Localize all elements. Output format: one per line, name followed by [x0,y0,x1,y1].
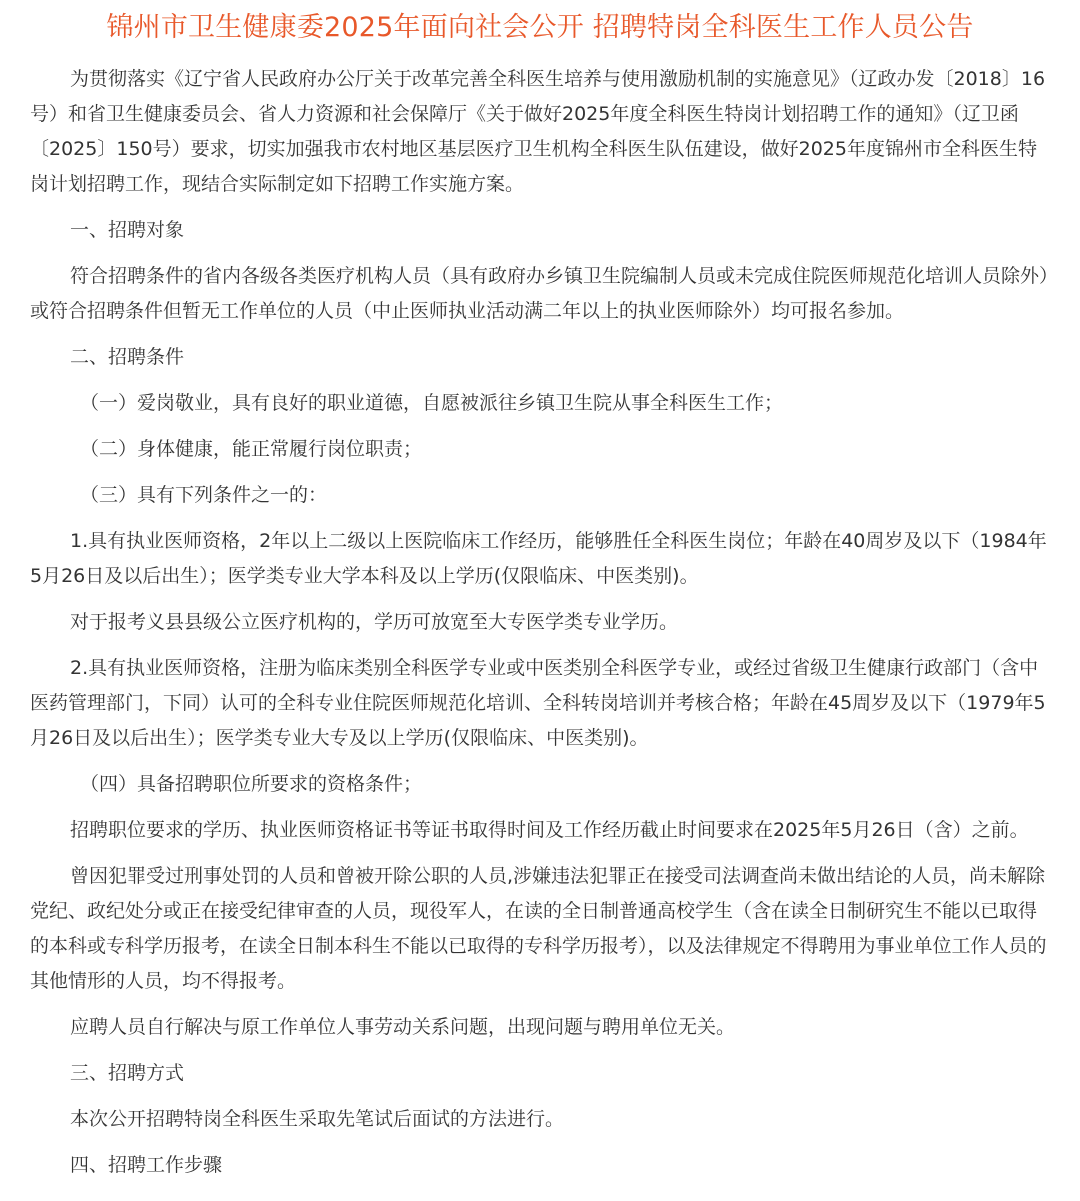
announcement-body [30,62,1050,1183]
condition-4: （四）具备招聘职位所要求的资格条件； [80,773,423,795]
section-heading-recruitment-target: 一、招聘对象 [70,219,185,241]
condition-3-item-1: 1.具有执业医师资格，2年以上二级以上医院临床工作经历，能够胜任全科医生岗位；年龄在40周岁及以下（1984年5月26日及以后出生）；医学类专业大学本科及以上学历(仅限临床、中医类别)。 [30,530,1047,587]
condition-1: （一）爱岗敬业，具有良好的职业道德，自愿被派往乡镇卫生院从事全科医生工作； [80,392,784,414]
condition-3-item-2: 2.具有执业医师资格，注册为临床类别全科医学专业或中医类别全科医学专业，或经过省级卫生健康行政部门（含中医药管理部门，下同）认可的全科专业住院医师规范化培训、全科转岗培训并考核合格；年龄在45周岁及以下（1979年5月26日及以后出生）；医学类专业大专及以上学历(仅限临床、中医类别)。 [30,657,1046,749]
section-heading-recruitment-conditions: 二、招聘条件 [70,346,185,368]
condition-3-item-1-note: 对于报考义县县级公立医疗机构的，学历可放宽至大专医学类专业学历。 [70,611,679,633]
condition-2: （二）身体健康，能正常履行岗位职责； [80,438,423,460]
section-heading-recruitment-method: 三、招聘方式 [70,1062,185,1084]
page-title: 锦州市卫生健康委2025年面向社会公开 招聘特岗全科医生工作人员公告 [106,12,974,43]
deadline-paragraph: 招聘职位要求的学历、执业医师资格证书等证书取得时间及工作经历截止时间要求在2025年5月26日（含）之前。 [70,819,1029,841]
recruitment-method-paragraph: 本次公开招聘特岗全科医生采取先笔试后面试的方法进行。 [70,1108,565,1130]
recruitment-target-paragraph: 符合招聘条件的省内各级各类医疗机构人员（具有政府办乡镇卫生院编制人员或未完成住院医师规范化培训人员除外）或符合招聘条件但暂无工作单位的人员（中止医师执业活动满二年以上的执业医师除外）均可报名参加。 [30,265,1049,322]
intro-paragraph: 为贯彻落实《辽宁省人民政府办公厅关于改革完善全科医生培养与使用激励机制的实施意见》（辽政办发〔2018〕16号）和省卫生健康委员会、省人力资源和社会保障厅《关于做好2025年度全科医生特岗计划招聘工作的通知》（辽卫函〔2025〕150号）要求，切实加强我市农村地区基层医疗卫生机构全科医生队伍建设，做好2025年度锦州市全科医生特岗计划招聘工作，现结合实际制定如下招聘工作实施方案。 [30,68,1046,195]
condition-3: （三）具有下列条件之一的： [80,484,328,506]
labor-relations-paragraph: 应聘人员自行解决与原工作单位人事劳动关系问题，出现问题与聘用单位无关。 [70,1016,736,1038]
exclusions-paragraph: 曾因犯罪受过刑事处罚的人员和曾被开除公职的人员,涉嫌违法犯罪正在接受司法调查尚未做出结论的人员，尚未解除党纪、政纪处分或正在接受纪律审查的人员，现役军人，在读的全日制普通高校学生（含在读全日制研究生不能以已取得的本科或专科学历报考，在读全日制本科生不能以已取得的专科学历报考），以及法律规定不得聘用为事业单位工作人员的其他情形的人员，均不得报考。 [30,865,1047,992]
section-heading-recruitment-steps: 四、招聘工作步骤 [70,1154,223,1176]
